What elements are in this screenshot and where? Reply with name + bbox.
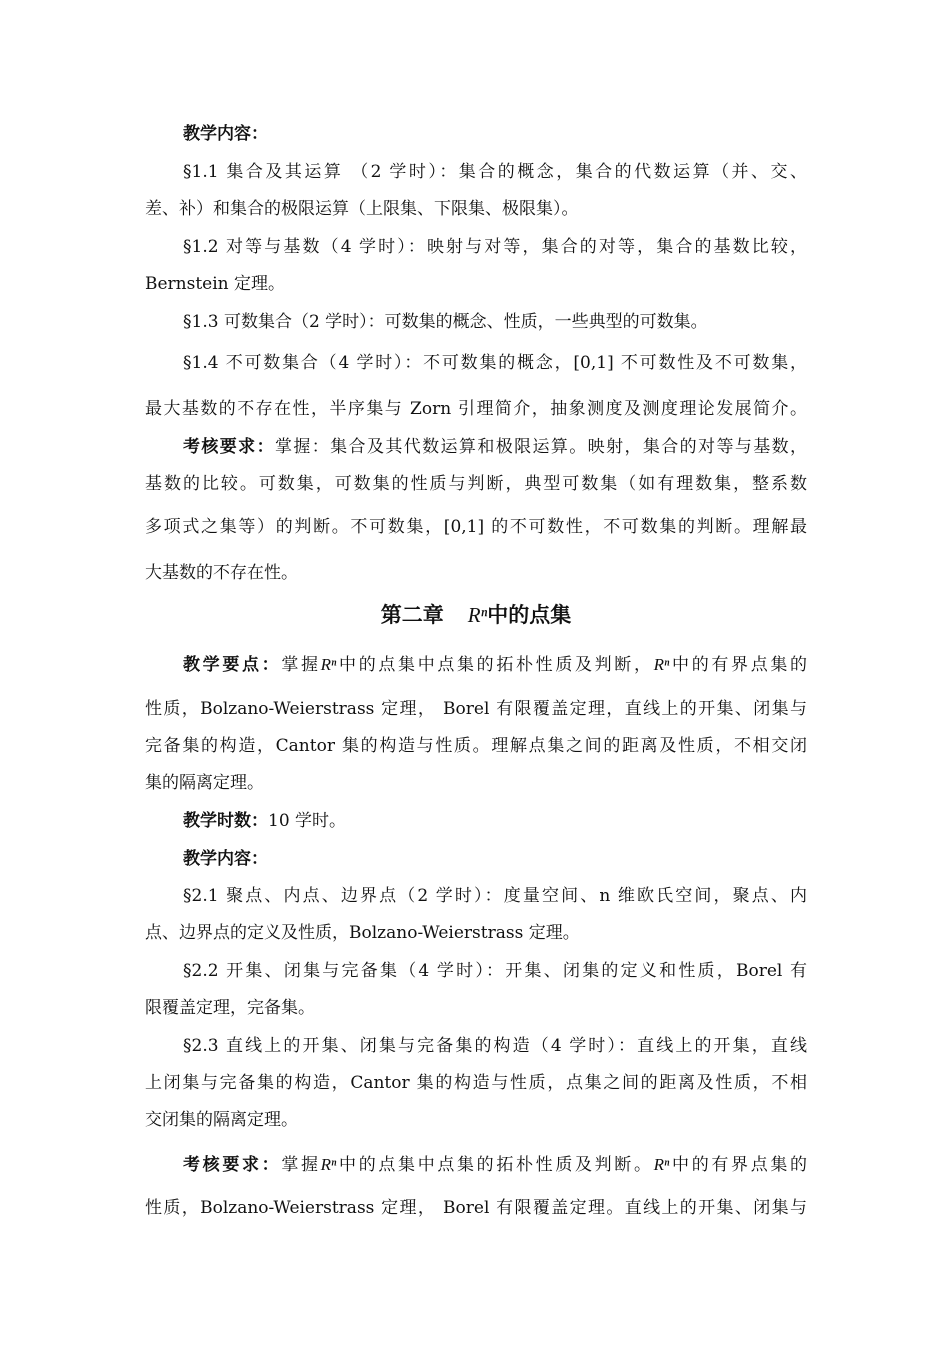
chapter2-requirements-line: [183, 1153, 807, 1177]
sec1-4-line-cont: 最大基数的不存在性，半序集与 Zorn 引理简介，抽象测度及测度理论发展简介。: [145, 399, 807, 419]
sec2-3-line-3: 交闭集的隔离定理。: [145, 1110, 298, 1130]
chapter-title-text: 中的点集: [487, 602, 572, 627]
sec2-3-line: §2.3 直线上的开集、闭集与完备集的构造（4 学时）：直线上的开集，直线: [183, 1036, 807, 1056]
chapter-title-math: Rⁿ: [467, 603, 488, 627]
sec1-requirements-line-3: 多项式之集等）的判断。不可数集，[0,1] 的不可数性，不可数集的判断。理解最: [145, 517, 807, 537]
key-points-text: 中的有界点集的: [669, 655, 807, 675]
sec2-2-line-cont: 限覆盖定理，完备集。: [145, 998, 315, 1018]
requirements-text: 掌握：集合及其代数运算和极限运算。映射，集合的对等与基数，: [274, 437, 807, 457]
key-points-line: [183, 653, 807, 677]
sec1-2-line-cont: Bernstein 定理。: [145, 274, 286, 294]
sec2-2-line: §2.2 开集、闭集与完备集（4 学时）：开集、闭集的定义和性质，Borel 有: [183, 961, 807, 981]
sec1-2-line: §1.2 对等与基数（4 学时）：映射与对等，集合的对等，集合的基数比较，: [183, 237, 807, 257]
chapter2-requirements-line-2: 性质，Bolzano-Weierstrass 定理， Borel 有限覆盖定理。直线上的开集、闭集与: [145, 1198, 807, 1218]
key-points-text: 中的点集中点集的拓朴性质及判断，: [336, 655, 654, 675]
key-points-line-4: 集的隔离定理。: [145, 773, 264, 793]
hours-line: [183, 809, 807, 833]
section1-content-label: 教学内容：: [183, 124, 268, 144]
sec1-1-line: §1.1 集合及其运算 （2 学时）：集合的概念，集合的代数运算（并、交、: [183, 162, 807, 182]
math-rn: Rⁿ: [320, 1155, 337, 1174]
sec1-1-line-cont: 差、补）和集合的极限运算（上限集、下限集、极限集）。: [145, 199, 579, 219]
math-rn: Rⁿ: [653, 1155, 670, 1174]
key-points-line-3: 完备集的构造，Cantor 集的构造与性质。理解点集之间的距离及性质，不相交闭: [145, 736, 807, 756]
math-rn: Rⁿ: [653, 655, 670, 674]
sec2-1-line: §2.1 聚点、内点、边界点（2 学时）：度量空间、n 维欧氏空间，聚点、内: [183, 886, 807, 906]
key-points-label: 教学要点：: [183, 655, 282, 675]
key-points-line-2: 性质，Bolzano-Weierstrass 定理， Borel 有限覆盖定理，直线上的开集、闭集与: [145, 699, 807, 719]
sec2-3-line-2: 上闭集与完备集的构造，Cantor 集的构造与性质，点集之间的距离及性质，不相: [145, 1073, 807, 1093]
hours-value: 10 学时。: [268, 811, 347, 831]
requirements-text: 中的点集中点集的拓朴性质及判断。: [336, 1155, 654, 1175]
sec2-1-line-cont: 点、边界点的定义及性质，Bolzano-Weierstrass 定理。: [145, 923, 580, 943]
requirements-text: 中的有界点集的: [669, 1155, 807, 1175]
chapter-number: 第二章: [380, 602, 444, 627]
sec1-requirements-line-2: 基数的比较。可数集，可数集的性质与判断，典型可数集（如有理数集，整系数: [145, 474, 807, 494]
hours-label: 教学时数：: [183, 811, 268, 831]
requirements-text: 掌握: [281, 1155, 321, 1175]
sec1-3-line: §1.3 可数集合（2 学时）：可数集的概念、性质，一些典型的可数集。: [183, 312, 708, 332]
sec1-requirements-line-4: 大基数的不存在性。: [145, 563, 298, 583]
key-points-text: 掌握: [281, 655, 321, 675]
requirements-label: 考核要求：: [183, 437, 275, 457]
chapter2-content-label: 教学内容：: [183, 849, 268, 869]
math-rn: Rⁿ: [320, 655, 337, 674]
chapter-title: [0, 601, 952, 629]
sec1-requirements-line: [183, 435, 807, 459]
requirements-label: 考核要求：: [183, 1155, 282, 1175]
sec1-4-line: §1.4 不可数集合（4 学时）：不可数集的概念，[0,1] 不可数性及不可数集，: [183, 353, 807, 373]
